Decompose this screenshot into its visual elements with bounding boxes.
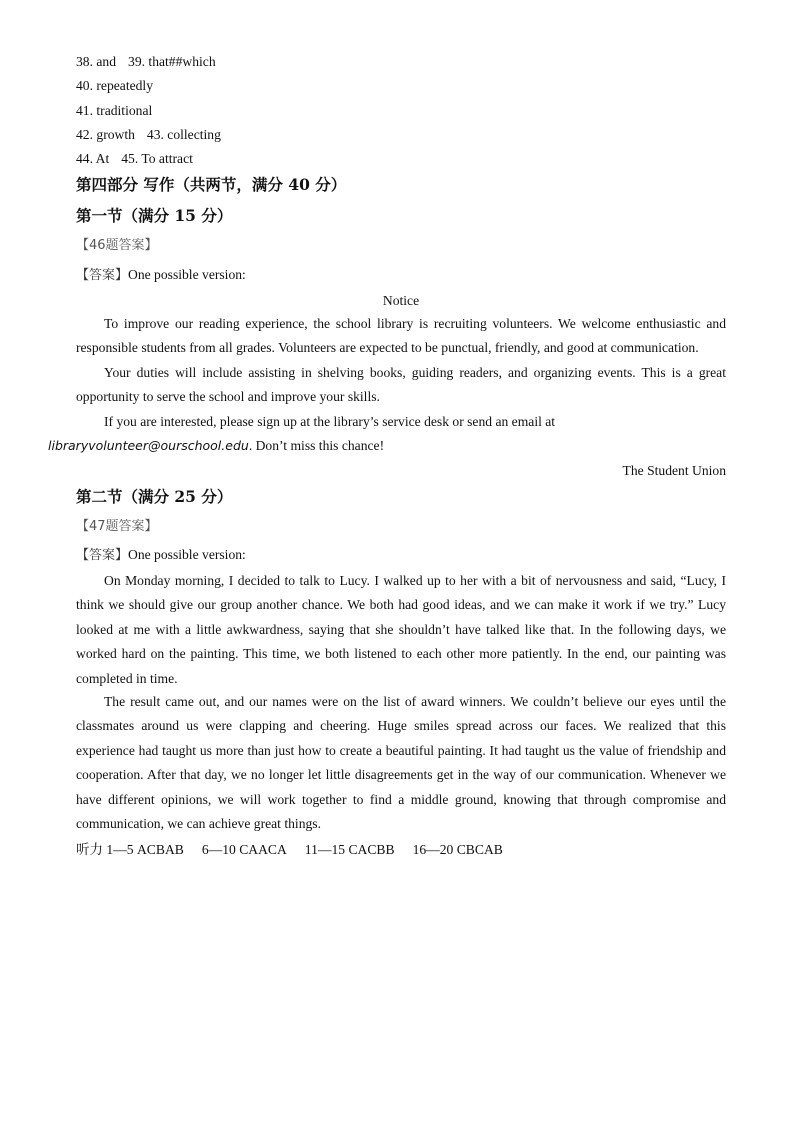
answer-38: 38. and [76, 54, 117, 69]
answer-45: 45. To attract [121, 151, 193, 166]
answer-row-42-43 [76, 126, 726, 144]
answer-41: 41. traditional [76, 103, 153, 118]
question-47-tag: 【47题答案】 [76, 519, 158, 534]
listening-group-1: 1—5 ACBAB [106, 842, 184, 857]
listening-group-4: 16—20 CBCAB [412, 842, 503, 857]
notice-paragraph-2: Your duties will include assisting in shelving books, guiding readers, and organizing events. This is a great opportunity to serve the school and improve your skills. [76, 365, 726, 405]
volunteer-email: libraryvolunteer@ourschool.edu [48, 438, 249, 454]
question-46-tag: 【46题答案】 [76, 238, 158, 253]
answer-39: 39. that##which [128, 54, 216, 69]
listening-group-2: 6—10 CAACA [201, 842, 287, 857]
answer-43: 43. collecting [146, 127, 221, 142]
notice-signature: The Student Union [622, 463, 726, 478]
listening-answers [76, 841, 503, 859]
answer-bracket: 【答案】 [76, 268, 129, 283]
answer-40: 40. repeatedly [76, 78, 153, 93]
notice-paragraph-1: To improve our reading experience, the school library is recruiting volunteers. We welcome enthusiastic and responsible students from all grades. Volunteers are expected to be punctual, friendly, and good at communication. [76, 316, 726, 356]
section2-heading: 第二节（满分 25 分） [76, 487, 233, 506]
listening-label: 听力 [76, 842, 103, 858]
listening-group-3: 11—15 CACBB [304, 842, 395, 857]
answer-version: One possible version: [128, 267, 246, 282]
story-paragraph-2: The result came out, and our names were on the list of award winners. We couldn’t believe our eyes until the classmates around us were clapping and cheering. Huge smiles spread across our faces. We realized that this experience had taught us more than just how to create a beautiful painting. It had taught us the value of friendship and cooperation. After that day, we no longer let little disagreements get in the way of our communication. Whenever we have different opinions, we will work together to find a middle ground, knowing that through compromise and communication, we can achieve great things. [76, 694, 726, 832]
notice-paragraph-3-text: If you are interested, please sign up at the library’s service desk or send an email at [104, 414, 556, 429]
answer-row-44-45 [76, 150, 726, 168]
answer-44: 44. At [76, 151, 110, 166]
notice-title: Notice [382, 293, 420, 308]
section2-answer-label [76, 546, 246, 565]
answer-bracket: 【答案】 [76, 548, 129, 563]
section1-answer-label [76, 266, 246, 285]
story-paragraph-1: On Monday morning, I decided to talk to Lucy. I walked up to her with a bit of nervousness and said, “Lucy, I think we should give our group another chance. We both had good ideas, and we can make it work if we try.” Lucy looked at me with a little awkwardness, saying that she shouldn’t have talked like that. In the following days, we worked hard on the painting. This time, we both listened to each other more patiently. In the end, our painting was completed in time. [76, 573, 726, 686]
notice-paragraph-3-end: . Don’t miss this chance! [248, 438, 385, 454]
answer-version: One possible version: [128, 547, 246, 562]
answer-42: 42. growth [76, 127, 135, 142]
section1-heading: 第一节（满分 15 分） [76, 206, 233, 225]
notice-paragraph-3 [48, 410, 726, 459]
answer-row-38-39 [76, 53, 726, 71]
part4-heading: 第四部分 写作（共两节，满分 40 分） [76, 175, 347, 194]
